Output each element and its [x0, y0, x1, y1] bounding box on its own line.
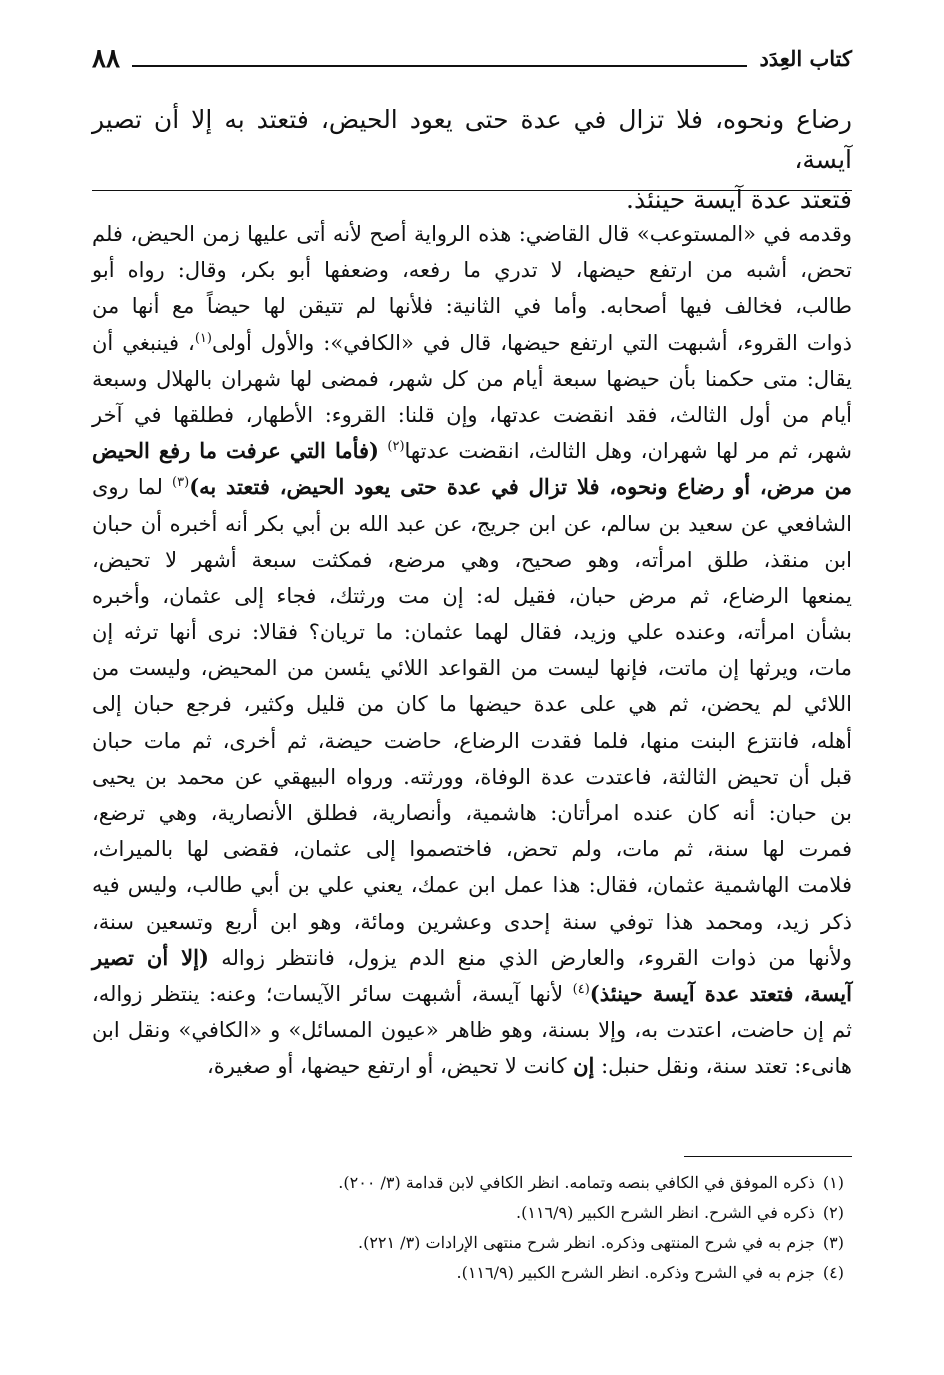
footnote-number: (١): [822, 1173, 844, 1192]
commentary-span: فلامت الهاشمية عثمان، فقال: هذا عمل ابن عمك، يعني علي بن أبي طالب، وليس فيه: [92, 873, 852, 898]
page-number: ٨٨: [92, 44, 120, 74]
commentary-span: مات، ويرثها إن ماتت، فإنها ليست من القواعد اللائي يئسن من المحيض، وليست من: [92, 656, 852, 681]
commentary-span: طالب، فخالف فيها أصحابه. وأما في الثانية: فلأنها لم تتيقن لها حيضاً مع أنها من: [92, 294, 852, 319]
commentary-span: فمرت لها سنة، ثم مات، ولم تحض، فاختصموا إلى عثمان، فقضى لها بالميراث،: [92, 837, 852, 862]
commentary-line: [92, 940, 852, 976]
commentary-line: [92, 542, 852, 578]
commentary-line: [92, 867, 852, 903]
commentary-line: [92, 976, 852, 1012]
commentary-span: كانت لا تحيض، أو ارتفع حيضها، أو صغيرة،: [207, 1054, 574, 1079]
footnote-text: ذكره الموفق في الكافي بنصه وتمامه. انظر الكافي لابن قدامة (٣/ ٢٠٠).: [338, 1173, 815, 1192]
commentary-line: [92, 686, 852, 722]
commentary-span: تحض، أشبه من ارتفع حيضها، لا تدري ما رفعه، وضعفها أبو بكر، وقال: رواه أبو: [92, 258, 852, 283]
commentary-line: [92, 1012, 852, 1048]
matn-quote: آيسة، فتعتد عدة آيسة حينئذ): [589, 980, 852, 1006]
commentary-span: ذوات القروء، أشبهت التي ارتفع حيضها، قال في «الكافي»: والأول أولى: [211, 330, 852, 355]
matn-quote: إن: [573, 1053, 595, 1079]
commentary-span: بن حبان: أنه كان عنده امرأتان: هاشمية، وأنصارية، فطلق الأنصارية، وهي ترضع،: [92, 801, 852, 825]
footnote-ref: (٢): [387, 439, 405, 455]
commentary-span: لما روى: [92, 475, 173, 500]
footnote-ref: (٣): [172, 475, 190, 491]
matn-quote: (فأما التي عرفت ما رفع الحيض: [92, 438, 379, 464]
commentary-line: [92, 506, 852, 542]
footnote-ref: (٤): [572, 981, 590, 997]
commentary-line: [92, 578, 852, 614]
commentary-span: أيام من أول الثالث، فقد انقضت عدتها، وإن قلنا: القروء: الأطهار، فطلقها في آخر: [92, 402, 852, 427]
commentary-line: [92, 1048, 852, 1084]
commentary-line: [92, 469, 852, 505]
commentary-span: أهله، فانتزع البنت منها، فلما فقدت الرضاع، حاضت حيضة، ثم أخرى، ثم مات حبان: [92, 728, 852, 753]
commentary-span: ثم إن حاضت، اعتدت به، وإلا بسنة، وهو ظاهر «عيون المسائل» و «الكافي» ونقل ابن: [92, 1018, 852, 1043]
commentary-span: قبل أن تحيض الثالثة، فاعتدت عدة الوفاة، وورثته. ورواه البيهقي عن محمد بن يحيى: [92, 764, 852, 789]
commentary-line: [92, 759, 852, 795]
commentary-line: [92, 831, 852, 867]
commentary-text: [92, 216, 852, 1085]
commentary-line: [92, 325, 852, 361]
footnotes: [92, 1168, 844, 1288]
commentary-span: ذكر زيد، ومحمد هذا توفي سنة إحدى وعشرين ومائة، وهو ابن أربع وتسعين سنة،: [92, 909, 852, 934]
matn-text: [92, 100, 852, 220]
footnote-divider: [684, 1156, 852, 1157]
commentary-span: يمنعها الرضاع، ثم مرض حبان، فقيل له: إن مت ورثتك، فجاء إلى عثمان، وأخبره: [92, 583, 852, 608]
commentary-span: شهر، ثم مر لها شهران، وهل الثالث، انقضت عدتها: [404, 439, 852, 464]
header-rule: [132, 65, 748, 67]
footnote: [92, 1228, 844, 1258]
commentary-span: ، فينبغي أن: [92, 330, 195, 355]
commentary-span: اللائي لم يحضن، ثم هي على عدة حيضها ما كان من قليل وكثير، فرجع حبان إلى: [92, 692, 852, 717]
commentary-line: [92, 795, 852, 831]
commentary-line: [92, 614, 852, 650]
commentary-span: يقال: متى حكمنا بأن حيضها سبعة أيام من كل شهر، فمضى لها شهران بالهلال وسبعة: [92, 366, 852, 391]
section-divider: [92, 190, 852, 191]
footnote-text: ذكره في الشرح. انظر الشرح الكبير (١١٦/٩).: [516, 1203, 815, 1222]
footnote-number: (٤): [822, 1263, 844, 1282]
commentary-line: [92, 252, 852, 288]
commentary-line: [92, 650, 852, 686]
commentary-line: [92, 361, 852, 397]
book-title: كتاب العِدَد: [759, 46, 852, 71]
footnote: [92, 1198, 844, 1228]
footnote-ref: (١): [194, 330, 212, 346]
commentary-line: [92, 904, 852, 940]
running-header: [92, 40, 852, 74]
footnote-text: جزم به في شرح المنتهى وذكره. انظر شرح منتهى الإرادات (٣/ ٢٢١).: [357, 1233, 815, 1252]
matn-line: فتعتد عدة آيسة حينئذ.: [626, 185, 852, 214]
matn-quote: من مرض، أو رضاع ونحوه، فلا تزال في عدة حتى يعود الحيض، فتعتد به): [189, 474, 852, 500]
commentary-line: [92, 723, 852, 759]
commentary-span: هانىء: تعتد سنة، ونقل حنبل:: [594, 1054, 852, 1079]
commentary-line: [92, 288, 852, 324]
commentary-span: ابن منقذ، طلق امرأته، وهو صحيح، وهي مرضع، فمكثت سبعة أشهر لا تحيض،: [92, 547, 852, 572]
commentary-span: لأنها آيسة، أشبهت سائر الآيسات؛ وعنه: ينتظر زواله،: [92, 981, 573, 1006]
commentary-line: [92, 433, 852, 469]
matn-line: رضاع ونحوه، فلا تزال في عدة حتى يعود الحيض، فتعتد به إلا أن تصير آيسة،: [92, 105, 852, 174]
commentary-span: بشأن امرأته، وعنده علي وزيد، فقال لهما عثمان: ما تريان؟ فقالا: نرى أنها ترثه إن: [92, 620, 852, 645]
commentary-span: ولأنها من ذوات القروء، والعارض الذي منع الدم يزول، فانتظر زواله: [208, 945, 853, 970]
matn-quote: (إلا أن تصير: [92, 944, 209, 970]
commentary-span: الشافعي عن سعيد بن سالم، عن ابن جريج، عن عبد الله بن أبي بكر أنه أخبره أن حبان: [92, 511, 852, 536]
commentary-line: [92, 216, 852, 252]
commentary-line: [92, 397, 852, 433]
commentary-span: وقدمه في «المستوعب» قال القاضي: هذه الرواية أصح لأنه أتى عليها زمن الحيض، فلم: [92, 222, 852, 246]
footnote: [92, 1258, 844, 1288]
footnote-text: جزم به في الشرح وذكره. انظر الشرح الكبير (١١٦/٩).: [456, 1263, 815, 1282]
footnote-number: (٢): [822, 1203, 844, 1222]
footnote-number: (٣): [822, 1233, 844, 1252]
footnote: [92, 1168, 844, 1198]
